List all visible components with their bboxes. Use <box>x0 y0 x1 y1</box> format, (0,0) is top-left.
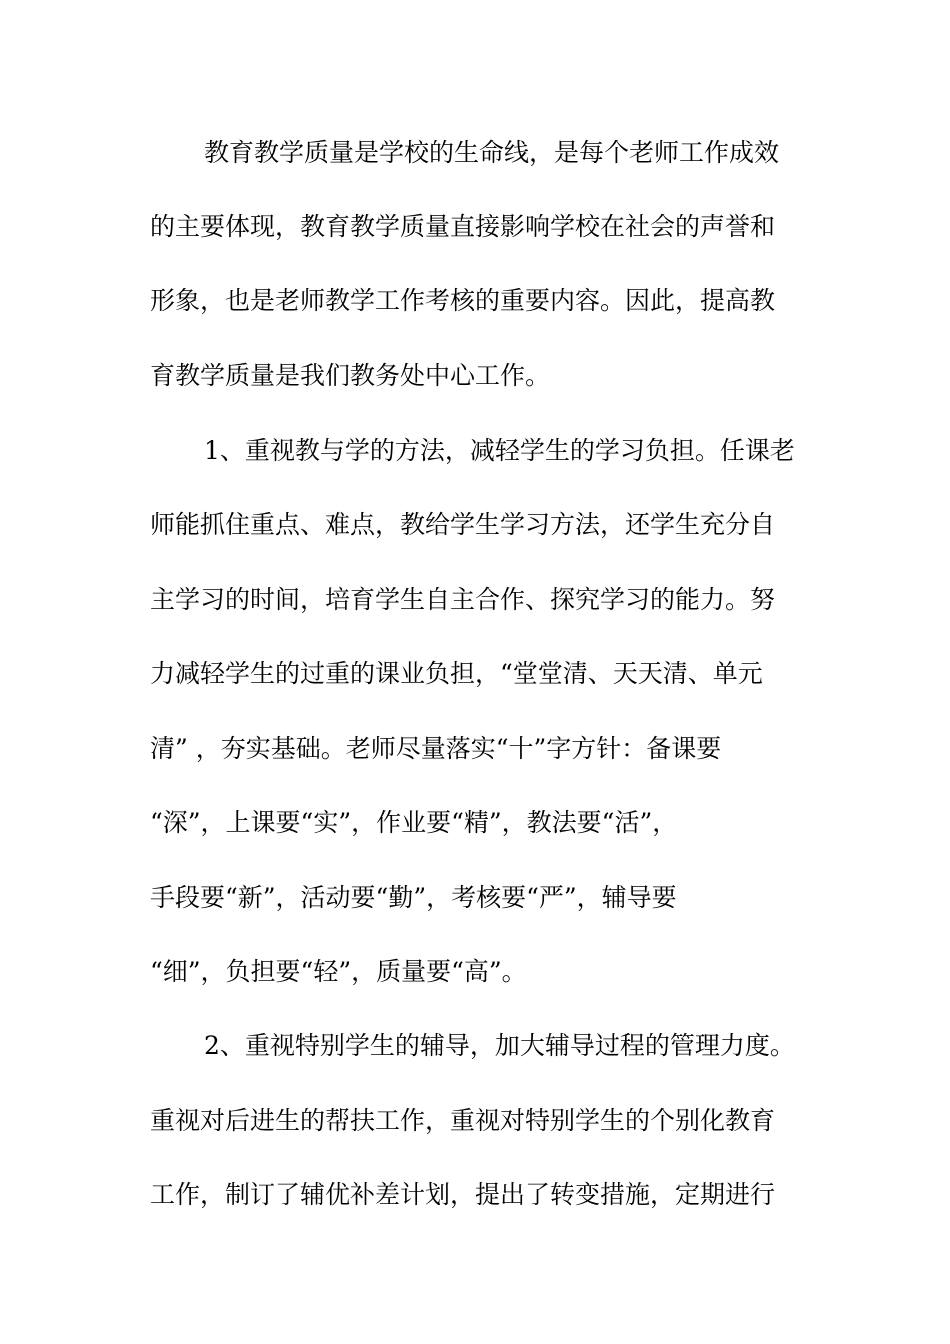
paragraph-2-line-2: 师能抓住重点、难点，教给学生学习方法，还学生充分自 <box>150 510 776 539</box>
paragraph-1-line-1: 教育教学质量是学校的生命线，是每个老师工作成效 <box>204 138 780 167</box>
paragraph-2-line-3: 主学习的时间，培育学生自主合作、探究学习的能力。努 <box>150 585 776 614</box>
paragraph-3-line-3: 工作，制订了辅优补差计划，提出了转变措施，定期进行 <box>150 1180 776 1209</box>
paragraph-3-line-1: 2、重视特别学生的辅导，加大辅导过程的管理力度。 <box>204 1031 795 1060</box>
paragraph-1-line-2: 的主要体现，教育教学质量直接影响学校在社会的声誉和 <box>150 212 776 241</box>
paragraph-2-line-5: 清” ，夯实基础。老师尽量落实“十”字方针：备课要 <box>150 734 722 763</box>
paragraph-3-line-2: 重视对后进生的帮扶工作，重视对特别学生的个别化教育 <box>150 1106 776 1135</box>
paragraph-2-line-7: 手段要“新”，活动要“勤”，考核要“严”，辅导要 <box>150 883 677 912</box>
paragraph-1-line-3: 形象，也是老师教学工作考核的重要内容。因此，提高教 <box>150 286 776 315</box>
paragraph-1-line-4: 育教学质量是我们教务处中心工作。 <box>150 361 551 390</box>
paragraph-2-line-6: “深”，上课要“实”，作业要“精”，教法要“活”， <box>150 808 678 837</box>
paragraph-2-line-1: 1、重视教与学的方法，减轻学生的学习负担。任课老 <box>204 436 795 465</box>
paragraph-2-line-4: 力减轻学生的过重的课业负担，“堂堂清、天天清、单元 <box>150 659 763 688</box>
paragraph-2-line-8: “细”，负担要“轻”，质量要“高”。 <box>150 957 527 986</box>
